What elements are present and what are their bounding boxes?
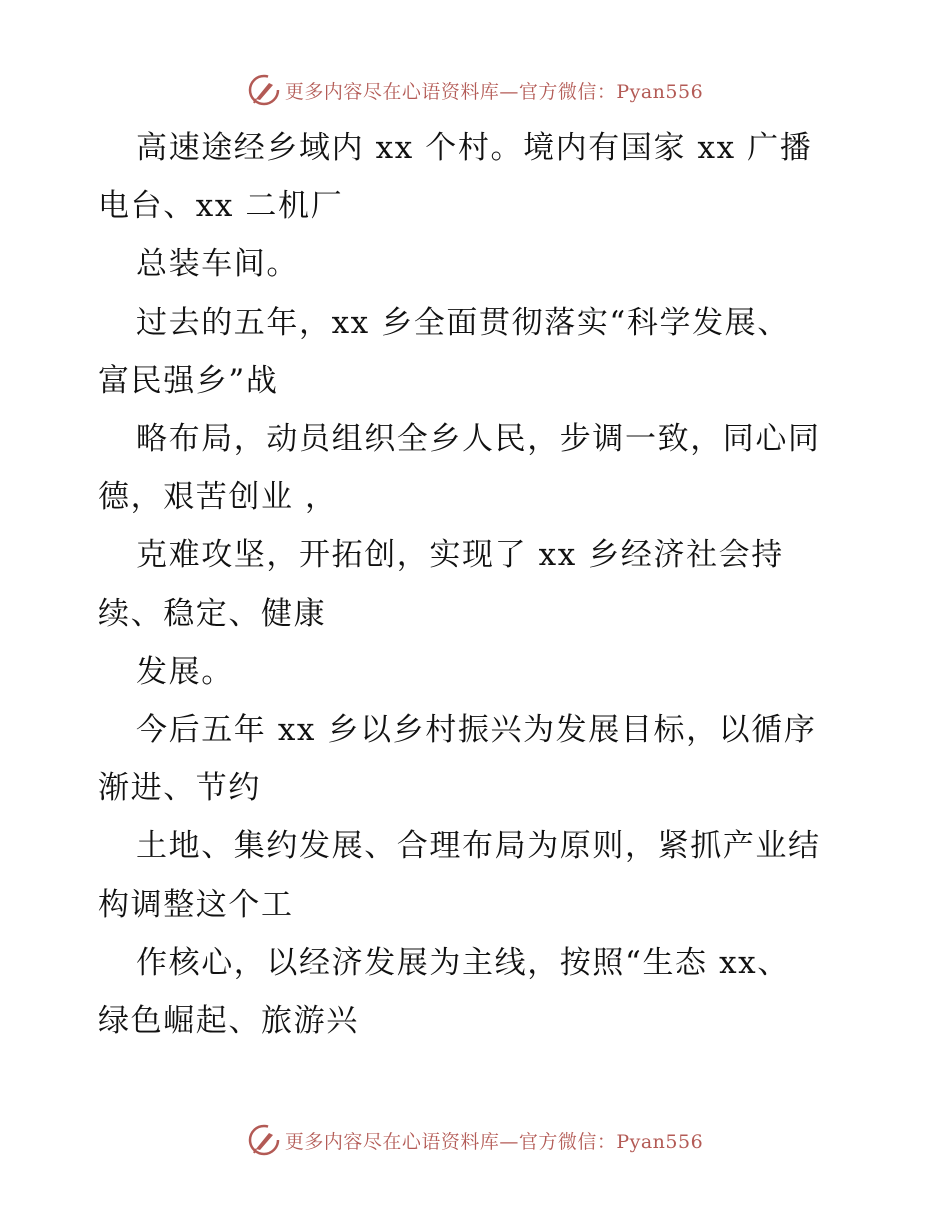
footer-banner — [0, 1120, 950, 1160]
paragraph-line: 绿色崛起、旅游兴 — [98, 1003, 359, 1039]
quill-pen-icon — [247, 73, 281, 107]
header-banner — [0, 70, 950, 110]
paragraph-line: 富民强乡”战 — [98, 362, 279, 399]
paragraph-line: 今后五年 xx 乡以乡村振兴为发展目标，以循序 — [136, 712, 817, 748]
paragraph-line: 构调整这个工 — [98, 886, 294, 923]
paragraph-line: 电台、xx 二机厂 — [98, 188, 344, 225]
paragraph-line: 总装车间。 — [136, 246, 299, 283]
paragraph-line: 克难攻坚，开拓创，实现了 xx 乡经济社会持 — [136, 537, 784, 574]
paragraph-line: 略布局，动员组织全乡人民，步调一致，同心同 — [136, 421, 821, 457]
paragraph-line: 过去的五年，xx 乡全面贯彻落实“科学发展、 — [136, 304, 790, 341]
paragraph-line: 德，艰苦创业 ， — [98, 479, 338, 516]
paragraph-line: 土地、集约发展、合理布局为原则，紧抓产业结 — [136, 828, 821, 865]
paragraph-line: 发展。 — [136, 653, 234, 690]
footer-banner-text: 更多内容尽在心语资料库—官方微信：Pyan556 — [284, 1130, 704, 1153]
paragraph-line: 高速途经乡域内 xx 个村。境内有国家 xx 广播 — [136, 130, 813, 166]
paragraph-line: 渐进、节约 — [98, 770, 261, 807]
paragraph-line: 续、稳定、健康 — [98, 595, 327, 632]
paragraph-line: 作核心，以经济发展为主线，按照“生态 xx、 — [136, 944, 790, 981]
quill-pen-icon — [247, 1123, 281, 1157]
header-banner-text: 更多内容尽在心语资料库—官方微信：Pyan556 — [284, 80, 704, 103]
